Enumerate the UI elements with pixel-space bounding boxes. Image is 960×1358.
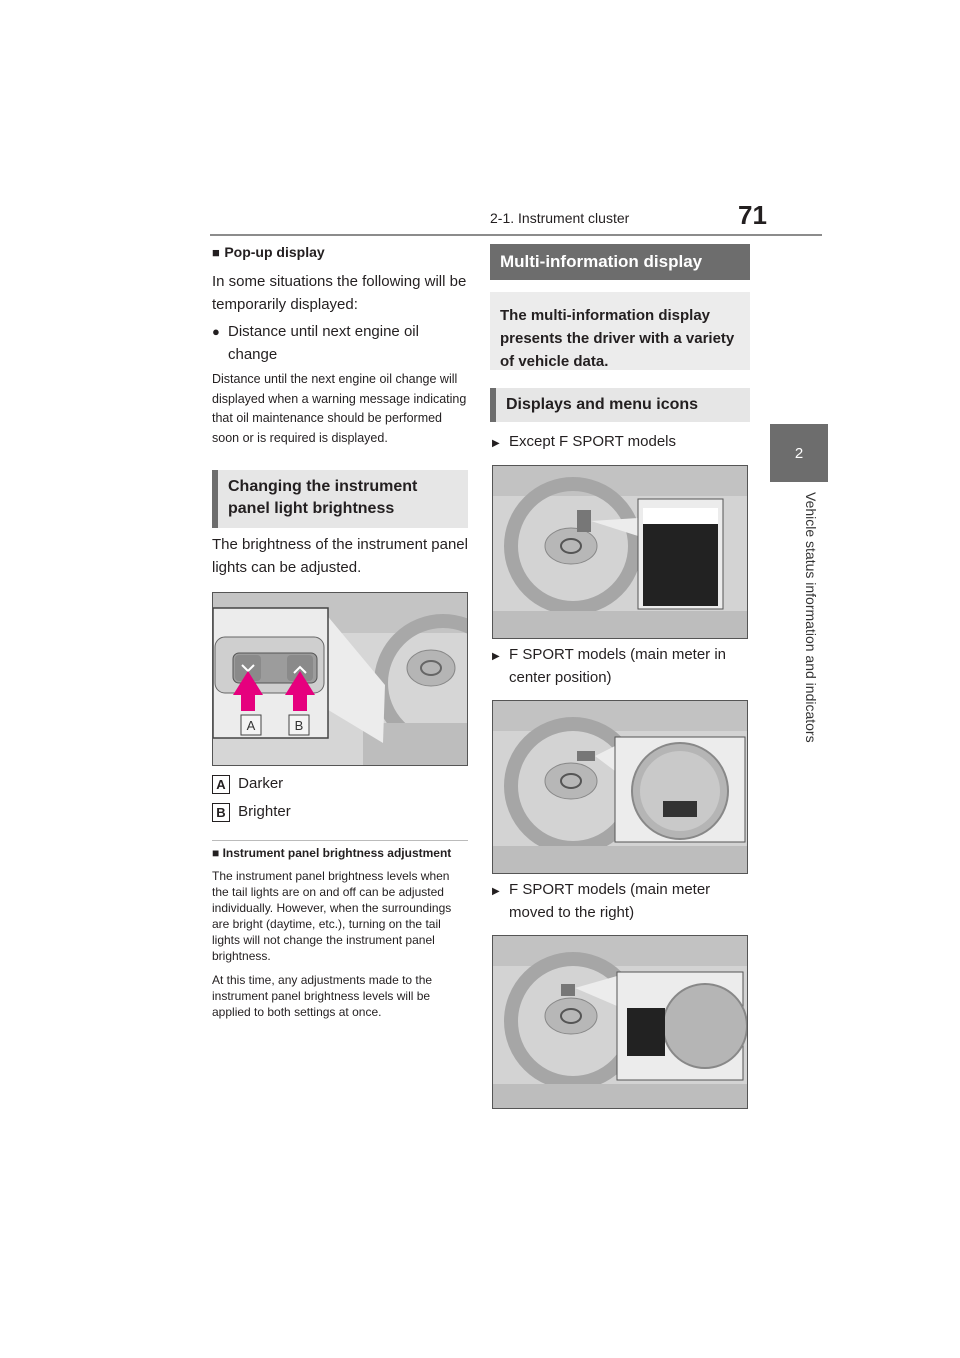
chapter-title: Vehicle status information and indicators bbox=[803, 492, 819, 743]
multi-info-title: Multi-information display bbox=[490, 244, 750, 280]
figure-fsport-right bbox=[492, 935, 748, 1109]
cluster-illustration-1 bbox=[493, 466, 748, 639]
legend-badge-a: A bbox=[212, 775, 230, 794]
legend-row-b bbox=[212, 800, 468, 823]
section-displays-menu-icons: Displays and menu icons bbox=[490, 388, 750, 422]
note-paragraph-1: The instrument panel brightness levels when the tail lights are on and off can be adjusted individually. However, when the surroundings are bright (daytime, etc.), turning on the tail lights will not change the instrument panel brightness. bbox=[212, 869, 452, 963]
brightness-description: The brightness of the instrument panel lights can be adjusted. bbox=[212, 536, 468, 576]
note-divider bbox=[212, 840, 468, 841]
dashboard-illustration bbox=[213, 593, 468, 766]
header-rule bbox=[210, 234, 822, 236]
cluster-illustration-2 bbox=[493, 701, 748, 874]
arrow-bullet-icon: ▶ bbox=[492, 438, 500, 449]
bullet-item bbox=[212, 320, 468, 366]
model-label-3-text: F SPORT models (main meter moved to the right) bbox=[509, 881, 711, 921]
model-label-2 bbox=[492, 643, 750, 689]
figure-except-fsport bbox=[492, 465, 748, 639]
legend-badge-b: B bbox=[212, 803, 230, 822]
brightness-switch-figure bbox=[212, 592, 468, 766]
figure-label-a: A bbox=[246, 718, 256, 733]
note-heading bbox=[212, 846, 468, 860]
model-label-1 bbox=[492, 430, 750, 455]
arrow-bullet-icon: ▶ bbox=[492, 886, 500, 897]
model-label-2-text: F SPORT models (main meter in center position) bbox=[509, 646, 727, 686]
figure-fsport-center bbox=[492, 700, 748, 874]
arrow-bullet-icon: ▶ bbox=[492, 651, 500, 662]
legend-row-a bbox=[212, 772, 468, 795]
multi-info-intro: The multi-information display presents the driver with a variety of vehicle data. bbox=[490, 292, 750, 370]
chapter-number: 2 bbox=[794, 444, 804, 462]
popup-intro: In some situations the following will be temporarily displayed: bbox=[212, 273, 467, 313]
bullet-dot-icon: ● bbox=[212, 324, 220, 339]
header-section-title: 2-1. Instrument cluster bbox=[490, 210, 630, 226]
note-paragraph-2: At this time, any adjustments made to the instrument panel brightness levels will be applied to both settings at once. bbox=[212, 973, 433, 1019]
page-number: 71 bbox=[738, 200, 767, 230]
legend-text-b: Brighter bbox=[238, 803, 291, 820]
note-square-icon: ■ bbox=[212, 846, 220, 860]
chapter-tab bbox=[770, 424, 828, 482]
cluster-illustration-3 bbox=[493, 936, 748, 1109]
model-label-1-text: Except F SPORT models bbox=[509, 433, 677, 450]
square-bullet-icon: ■ bbox=[212, 245, 220, 260]
legend-text-a: Darker bbox=[238, 775, 284, 792]
model-label-3 bbox=[492, 878, 750, 924]
note-heading-text: Instrument panel brightness adjustment bbox=[222, 846, 452, 860]
popup-heading-text: Pop-up display bbox=[224, 244, 325, 260]
bullet-description: Distance until the next engine oil change will displayed when a warning message indicating that oil maintenance should be performed soon or is required is displayed. bbox=[212, 372, 467, 445]
section-changing-brightness: Changing the instrument panel light brightness bbox=[212, 470, 468, 528]
figure-label-b: B bbox=[294, 718, 304, 733]
popup-heading bbox=[212, 244, 468, 262]
bullet-text: Distance until next engine oil change bbox=[228, 323, 419, 363]
